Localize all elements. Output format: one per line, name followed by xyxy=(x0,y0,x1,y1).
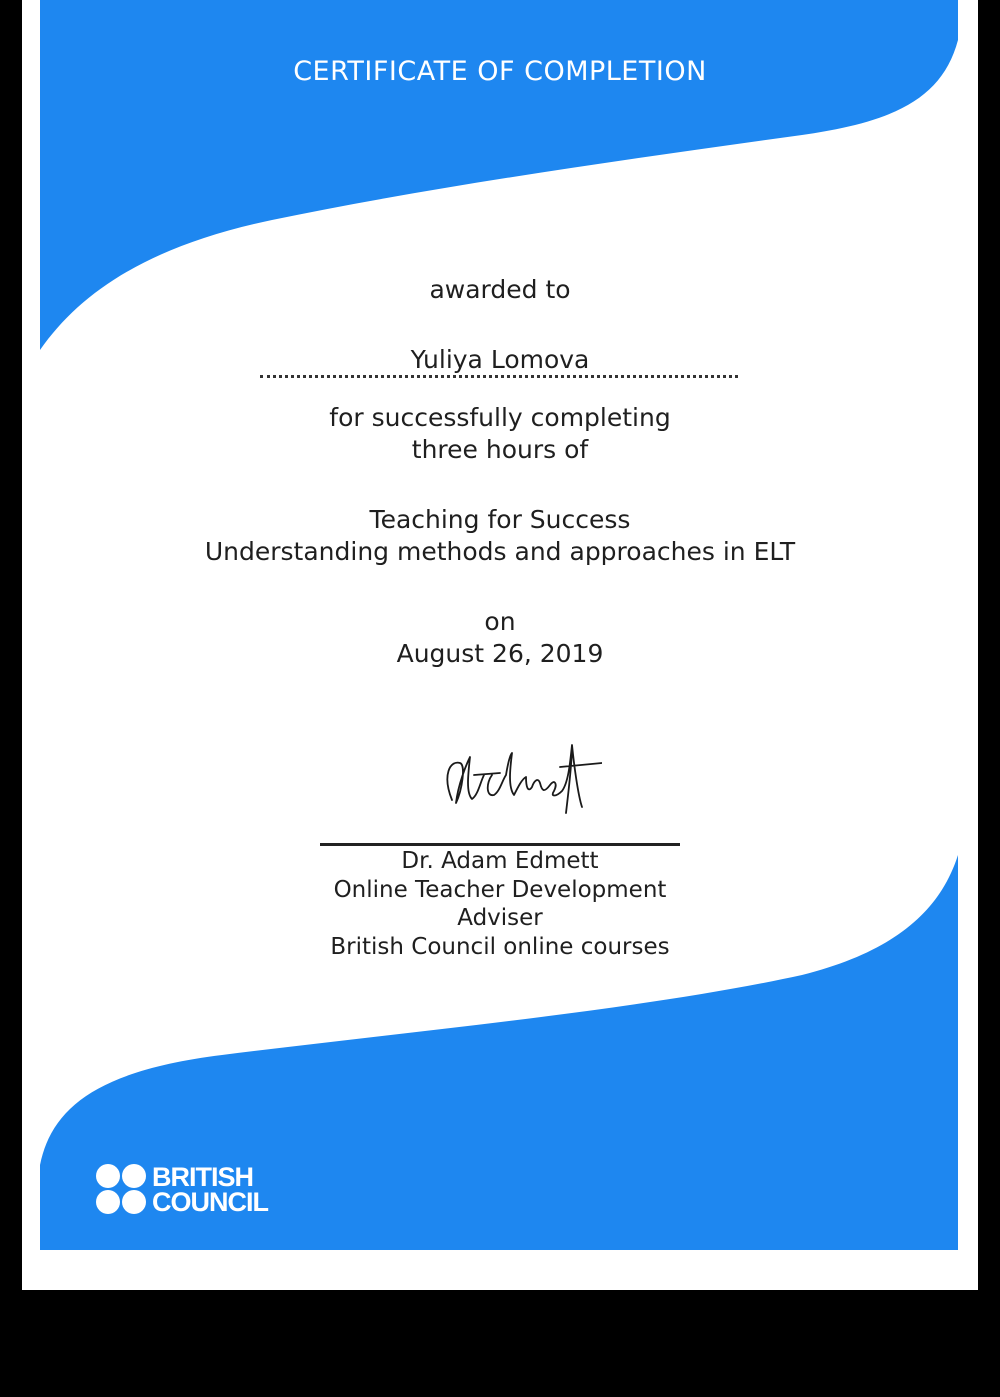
signatory-role-line2: Adviser xyxy=(457,905,543,931)
signatory-name: Dr. Adam Edmett xyxy=(401,848,599,874)
signature-line xyxy=(320,843,680,846)
british-council-dots-icon xyxy=(96,1164,148,1216)
logo-wordmark xyxy=(152,1162,268,1217)
signatory-organization: British Council online courses xyxy=(330,934,670,960)
recipient-name: Yuliya Lomova xyxy=(410,345,590,374)
completion-text-line1: for successfully completing xyxy=(329,403,671,432)
logo-line1: BRITISH xyxy=(152,1162,253,1192)
completion-date: August 26, 2019 xyxy=(396,639,604,668)
certificate-title: CERTIFICATE OF COMPLETION xyxy=(293,56,707,87)
on-label: on xyxy=(484,607,516,636)
british-council-logo xyxy=(96,1160,268,1220)
certificate-page xyxy=(22,0,978,1290)
recipient-name-dotted-line xyxy=(260,375,738,378)
awarded-to-label: awarded to xyxy=(429,275,571,304)
course-subtitle: Understanding methods and approaches in ELT xyxy=(204,537,796,566)
signature-icon xyxy=(422,735,602,825)
signatory-role-line1: Online Teacher Development xyxy=(333,877,667,903)
completion-text-line2: three hours of xyxy=(411,435,589,464)
course-title: Teaching for Success xyxy=(369,505,631,534)
logo-line2: COUNCIL xyxy=(152,1187,268,1217)
